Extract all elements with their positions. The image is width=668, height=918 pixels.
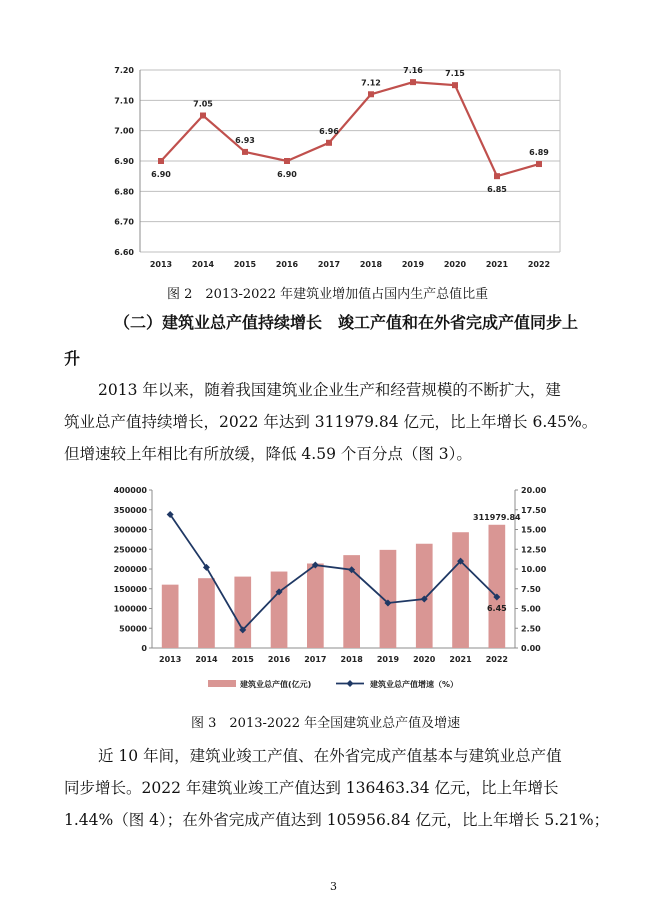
data-label: 7.12 xyxy=(361,78,381,88)
right-y-tick-label: 17.50 xyxy=(521,505,547,515)
legend-line-marker xyxy=(347,680,354,687)
page-number: 3 xyxy=(330,880,337,893)
data-label: 6.85 xyxy=(487,185,507,195)
bar-data-label: 311979.84 xyxy=(473,512,521,522)
x-tick-label: 2021 xyxy=(449,655,472,664)
left-y-tick-label: 350000 xyxy=(113,505,147,515)
x-tick-label: 2022 xyxy=(527,260,551,269)
bar xyxy=(234,577,251,648)
y-tick-label: 7.20 xyxy=(114,66,134,75)
data-point xyxy=(368,91,374,97)
y-tick-label: 6.60 xyxy=(114,248,134,257)
data-point xyxy=(158,158,164,164)
left-y-tick-label: 250000 xyxy=(113,545,147,555)
bar xyxy=(486,525,507,648)
paragraph-2-line: 近 10 年间，建筑业竣工产值、在外省完成产值基本与建筑业总产值 xyxy=(98,747,562,765)
y-tick-label: 7.10 xyxy=(114,96,134,106)
data-point xyxy=(452,82,458,88)
bar xyxy=(307,563,324,648)
left-y-tick-label: 0 xyxy=(141,644,147,653)
left-y-tick-label: 400000 xyxy=(113,486,147,495)
x-tick-label: 2021 xyxy=(485,260,509,269)
data-point xyxy=(494,173,500,179)
x-tick-label: 2016 xyxy=(275,260,299,269)
left-y-tick-label: 300000 xyxy=(113,525,147,535)
legend-bar-label: 建筑业总产值(亿元) xyxy=(240,680,312,689)
x-tick-label: 2013 xyxy=(159,655,182,664)
bar xyxy=(198,578,215,648)
data-point xyxy=(284,158,290,164)
y-tick-label: 6.80 xyxy=(114,187,134,197)
data-point xyxy=(200,113,206,119)
x-tick-label: 2014 xyxy=(195,655,218,664)
paragraph-2-line: 1.44%（图 4）；在外省完成产值达到 105956.84 亿元，比上年增长 5.21%； xyxy=(64,811,610,829)
x-tick-label: 2013 xyxy=(149,260,173,269)
right-y-tick-label: 7.50 xyxy=(521,584,541,594)
data-label: 6.96 xyxy=(319,126,339,136)
x-tick-label: 2017 xyxy=(304,655,327,664)
series-line xyxy=(161,82,539,176)
left-y-tick-label: 50000 xyxy=(119,624,147,634)
legend-line-label: 建筑业总产值增速（%） xyxy=(370,680,459,689)
data-point xyxy=(242,149,248,155)
data-label: 6.89 xyxy=(529,148,549,158)
x-tick-label: 2019 xyxy=(376,655,400,664)
right-y-tick-label: 10.00 xyxy=(521,565,547,574)
paragraph-2 xyxy=(64,740,609,836)
y-tick-label: 6.90 xyxy=(114,157,134,166)
y-tick-label: 6.70 xyxy=(114,217,134,227)
section-heading: （二）建筑业总产值持续增长 竣工产值和在外省完成产值同步上 xyxy=(114,313,579,332)
right-y-tick-label: 2.50 xyxy=(521,624,541,634)
data-point xyxy=(410,79,416,85)
x-tick-label: 2020 xyxy=(413,655,436,664)
right-y-tick-label: 5.00 xyxy=(521,604,541,614)
section-heading-continued: 升 xyxy=(64,349,81,368)
x-tick-label: 2018 xyxy=(340,655,363,664)
growth-line xyxy=(170,514,497,629)
paragraph-1-line: 筑业总产值持续增长，2022 年达到 311979.84 亿元，比上年增长 6.45%。 xyxy=(64,413,598,431)
x-tick-label: 2014 xyxy=(191,260,215,269)
bar xyxy=(380,550,397,648)
bar xyxy=(452,532,469,648)
x-tick-label: 2020 xyxy=(443,260,467,269)
fig2-caption: 图 2 2013-2022 年建筑业增加值占国内生产总值比重 xyxy=(167,287,489,302)
data-label: 7.16 xyxy=(403,66,423,76)
paragraph-1-line: 但增速较上年相比有所放缓，降低 4.59 个百分点（图 3）。 xyxy=(64,445,472,463)
data-label: 7.05 xyxy=(193,99,213,109)
data-label: 6.90 xyxy=(277,170,297,179)
right-y-tick-label: 20.00 xyxy=(521,486,547,495)
data-label: 7.15 xyxy=(445,69,465,79)
paragraph-2-line: 同步增长。2022 年建筑业竣工产值达到 136463.34 亿元，比上年增长 xyxy=(64,779,559,797)
bar xyxy=(271,572,288,648)
line-data-label: 6.45 xyxy=(486,604,507,614)
data-label: 6.90 xyxy=(151,170,171,179)
x-tick-label: 2022 xyxy=(485,655,508,664)
data-point xyxy=(536,161,542,167)
data-point xyxy=(326,140,332,146)
right-y-tick-label: 0.00 xyxy=(521,644,541,653)
fig2-line-chart xyxy=(90,52,570,277)
left-y-tick-label: 100000 xyxy=(113,604,147,614)
paragraph-1-line: 2013 年以来，随着我国建筑业企业生产和经营规模的不断扩大，建 xyxy=(98,381,561,399)
right-y-tick-label: 15.00 xyxy=(521,525,547,535)
left-y-tick-label: 150000 xyxy=(113,584,147,594)
paragraph-1 xyxy=(64,374,597,470)
left-y-tick-label: 200000 xyxy=(113,565,147,574)
legend-bar-swatch xyxy=(208,680,236,687)
fig3-caption: 图 3 2013-2022 年全国建筑业总产值及增速 xyxy=(191,716,461,731)
bar xyxy=(162,585,179,648)
x-tick-label: 2018 xyxy=(359,260,383,269)
right-y-tick-label: 12.50 xyxy=(521,545,547,555)
data-label: 6.93 xyxy=(235,135,255,145)
x-tick-label: 2019 xyxy=(401,260,425,269)
fig3-combo-chart xyxy=(100,480,565,695)
x-tick-label: 2015 xyxy=(231,655,254,664)
y-tick-label: 7.00 xyxy=(114,126,134,136)
x-tick-label: 2016 xyxy=(267,655,291,664)
x-tick-label: 2017 xyxy=(317,260,341,269)
x-tick-label: 2015 xyxy=(233,260,257,269)
